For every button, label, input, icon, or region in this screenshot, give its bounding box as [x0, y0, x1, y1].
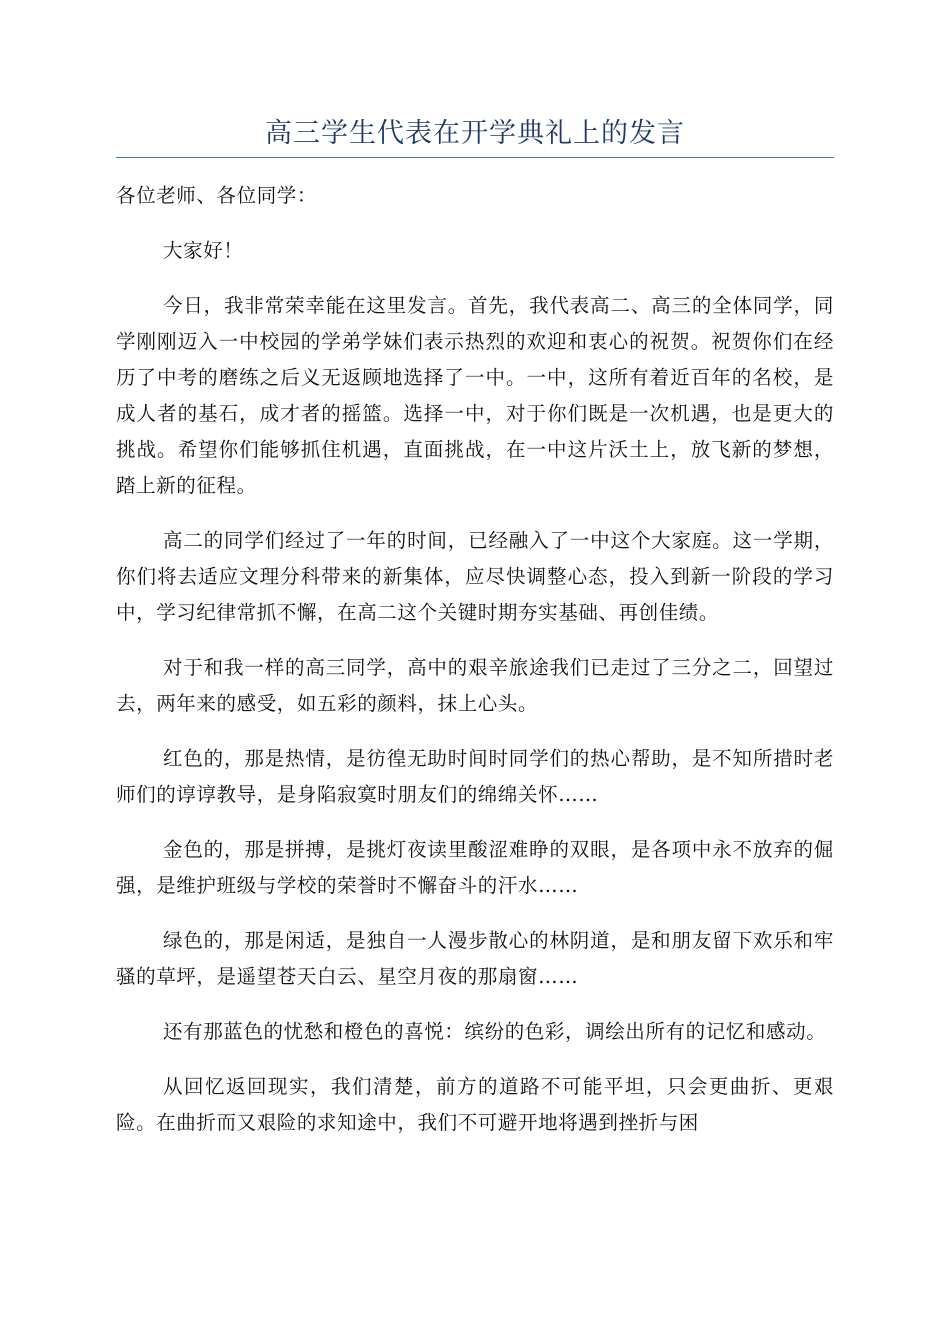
title-underline [116, 157, 834, 158]
document-title: 高三学生代表在开学典礼上的发言 [265, 118, 685, 149]
paragraph: 金色的，那是拼搏，是挑灯夜读里酸涩难睁的双眼，是各项中永不放弃的倔强，是维护班级与学校的荣誉时不懈奋斗的汗水…… [116, 838, 834, 897]
document-body [116, 178, 834, 1141]
paragraph: 红色的，那是热情，是彷徨无助时间时同学们的热心帮助，是不知所措时老师们的谆谆教导，是身陷寂寞时朋友们的绵绵关怀…… [116, 747, 834, 806]
paragraph: 绿色的，那是闲适，是独自一人漫步散心的林阴道，是和朋友留下欢乐和牢骚的草坪，是遥望苍天白云、星空月夜的那扇窗…… [116, 929, 834, 988]
paragraph-greeting: 大家好！ [163, 239, 244, 262]
salutation: 各位老师、各位同学： [116, 184, 318, 207]
paragraph: 今日，我非常荣幸能在这里发言。首先，我代表高二、高三的全体同学，同学刚刚迈入一中校园的学弟学妹们表示热烈的欢迎和衷心的祝贺。祝贺你们在经历了中考的磨练之后义无返顾地选择了一中。一中，这所有着近百年的名校，是成人者的基石，成才者的摇篮。选择一中，对于你们既是一次机遇，也是更大的挑战。希望你们能够抓住机遇，直面挑战，在一中这片沃土上，放飞新的梦想，踏上新的征程。 [116, 294, 834, 497]
paragraph: 对于和我一样的高三同学，高中的艰辛旅途我们已走过了三分之二，回望过去，两年来的感受，如五彩的颜料，抹上心头。 [116, 656, 834, 715]
paragraph: 还有那蓝色的忧愁和橙色的喜悦：缤纷的色彩，调绘出所有的记忆和感动。 [163, 1020, 827, 1043]
paragraph: 从回忆返回现实，我们清楚，前方的道路不可能平坦，只会更曲折、更艰险。在曲折而又艰险的求知途中，我们不可避开地将遇到挫折与困 [116, 1075, 834, 1134]
document-page [116, 0, 834, 1160]
paragraph: 高二的同学们经过了一年的时间，已经融入了一中这个大家庭。这一学期，你们将去适应文理分科带来的新集体，应尽快调整心态，投入到新一阶段的学习中，学习纪律常抓不懈，在高二这个关键时期夯实基础、再创佳绩。 [116, 529, 834, 624]
